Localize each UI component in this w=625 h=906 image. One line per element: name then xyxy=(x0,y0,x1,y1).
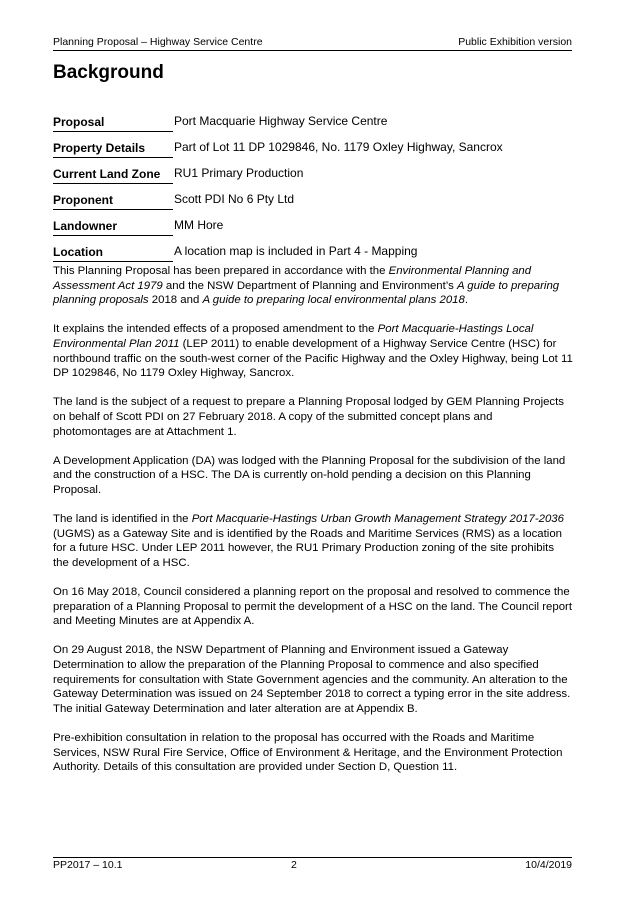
text-run: The land is the subject of a request to prepare a Planning Proposal lodged by GEM Planning Projects on behalf of Scott PDI on 27 February 2018. A copy of the submitted concept plans and photomontages are at xyxy=(53,396,564,438)
details-value: Scott PDI No 6 Pty Ltd xyxy=(174,192,295,206)
paragraph-request xyxy=(53,395,573,439)
details-value: MM Hore xyxy=(174,218,224,232)
text-run: It explains the intended effects of a proposed amendment to the xyxy=(53,323,378,336)
text-run: . xyxy=(251,615,255,628)
page-header xyxy=(53,36,572,51)
page-footer xyxy=(53,857,572,873)
header-document-title: Planning Proposal – Highway Service Centre xyxy=(53,36,263,48)
details-value: A location map is included in Part 4 - Mapping xyxy=(174,244,418,258)
guide-title: A guide to preparing planning proposals xyxy=(53,279,560,307)
paragraph-development-application xyxy=(53,454,573,498)
text-run: Pre-exhibition consultation in relation to the proposal has occurred with the Roads and Maritime Services, NSW Rural Fire Service, Office of Environment & Heritage, and the Environment Protection Authority. Details of this consultation are provided under Section D, Question 11. xyxy=(53,732,563,774)
details-label: Proponent xyxy=(53,183,173,209)
act-title: Environmental Planning and Assessment Act 1979 xyxy=(53,265,532,292)
text-run: A Development Application (DA) was lodged with the Planning Proposal for the subdivision of the land and the construction of a HSC. The DA is currently on-hold pending a decision on this Planning Proposal. xyxy=(53,454,566,496)
paragraph-purpose xyxy=(53,264,573,308)
details-label: Current Land Zone xyxy=(53,157,173,183)
details-label: Property Details xyxy=(53,131,173,157)
details-row xyxy=(53,131,533,157)
paragraph-intended-effects xyxy=(53,322,573,380)
guide-title: A guide to preparing local environmental plans 2018 xyxy=(202,294,465,307)
page-number: 2 xyxy=(291,859,297,871)
paragraph-council-resolution xyxy=(53,585,573,629)
text-run: (LEP 2011) to enable development of a Highway Service Centre (HSC) for northbound traffic on the south-west corner of the Pacific Highway and the Oxley Highway, being Lot 11 DP 1029846, No 1179 Oxley Highway, Sancrox. xyxy=(53,337,573,380)
text-run: On 29 August 2018, the NSW Department of Planning and Environment issued a Gateway Determination to allow the preparation of the Planning Proposal to commence and also specified requirements for consultation with State Government agencies and the community. An alteration to the Gateway Determination was issued on 24 September 2018 to correct a typing error in the site address. The initial Gateway Determination and later alteration are at xyxy=(53,644,571,715)
paragraph-strategy xyxy=(53,512,573,570)
text-run: This Planning Proposal has been prepared in accordance with the xyxy=(53,265,389,277)
header-version: Public Exhibition version xyxy=(458,36,572,48)
text-run: . xyxy=(233,425,237,438)
paragraph-consultation xyxy=(53,731,573,775)
details-row xyxy=(53,209,533,235)
details-value: Part of Lot 11 DP 1029846, No. 1179 Oxley Highway, Sancrox xyxy=(174,140,503,154)
text-run: On 16 May 2018, Council considered a planning report on the proposal and resolved to commence the preparation of a Planning Proposal to permit the development of a HSC on the land. The Council report and Meeting Minutes are at xyxy=(53,586,573,628)
text-run: (UGMS) as a Gateway Site and is identified by the Roads and Maritime Services (RMS) as a location for a future HSC. Under LEP 2011 however, the RU1 Primary Production zoning of the site prohibits the development of a HSC. xyxy=(53,527,562,569)
details-label: Landowner xyxy=(53,209,173,235)
page-title: Background xyxy=(53,62,164,83)
text-run: and the NSW Department of Planning and Environment’s xyxy=(162,279,457,292)
details-row xyxy=(53,235,533,261)
text-run: . xyxy=(414,702,418,715)
details-label: Proposal xyxy=(53,105,173,131)
details-value: Port Macquarie Highway Service Centre xyxy=(174,114,388,128)
proposal-details-table xyxy=(53,105,533,262)
text-run: The land is identified in the xyxy=(53,513,192,526)
appendix-reference: Appendix A xyxy=(193,615,252,628)
body-text xyxy=(53,264,573,789)
details-row xyxy=(53,183,533,209)
appendix-reference: Appendix B xyxy=(356,702,415,715)
text-run: 2018 and xyxy=(148,294,203,307)
attachment-reference: Attachment 1 xyxy=(166,425,234,438)
footer-reference: PP2017 – 10.1 xyxy=(53,859,123,871)
details-row xyxy=(53,105,533,131)
paragraph-gateway-determination xyxy=(53,643,573,716)
plan-title: Port Macquarie-Hastings Local Environmental Plan 2011 xyxy=(53,323,534,350)
details-label: Location xyxy=(53,235,173,261)
strategy-title: Port Macquarie-Hastings Urban Growth Management Strategy 2017-2036 xyxy=(191,513,564,526)
text-run: . xyxy=(464,294,469,307)
footer-date: 10/4/2019 xyxy=(525,859,572,871)
details-row xyxy=(53,157,533,183)
details-value: RU1 Primary Production xyxy=(174,166,304,180)
